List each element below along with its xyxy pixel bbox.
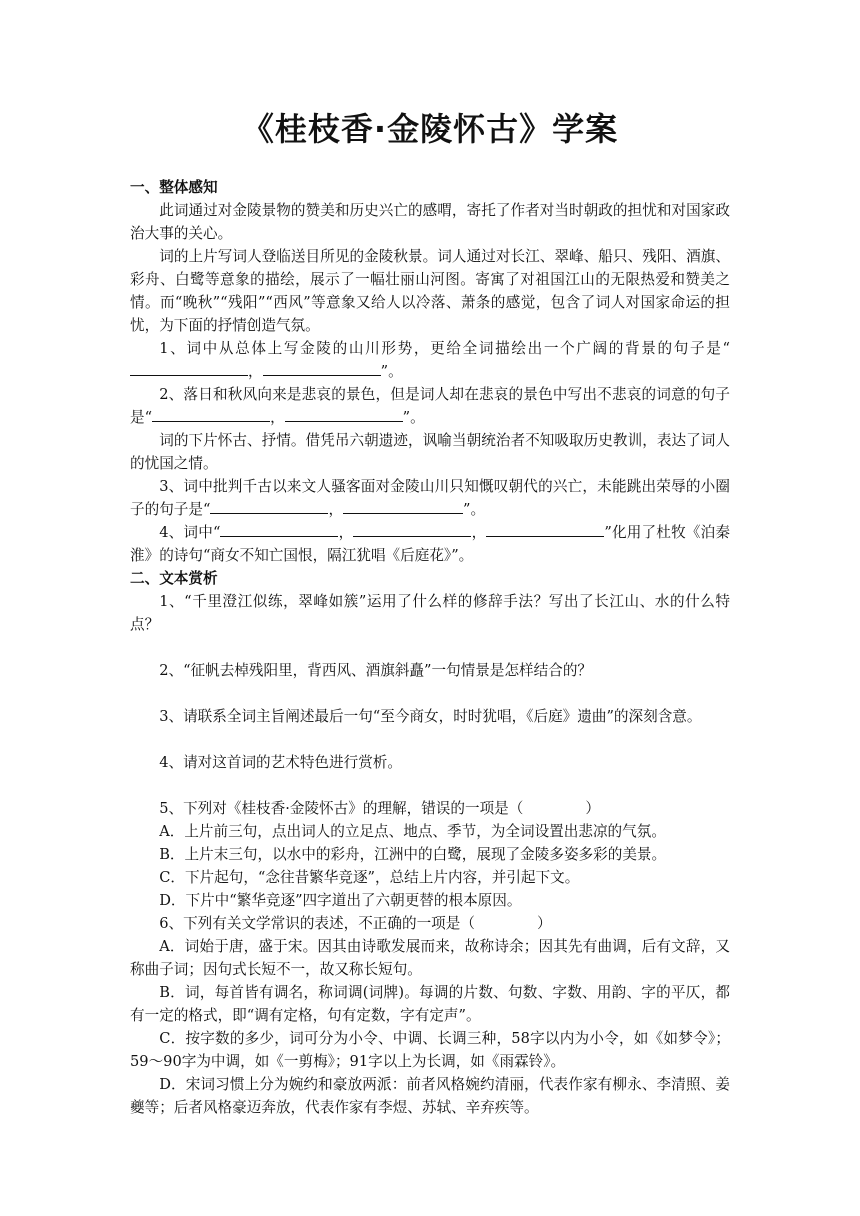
- question-2: 2、落日和秋风向来是悲哀的景色，但是词人却在悲哀的景色中写出不悲哀的词意的句子是“ ， ”。: [130, 386, 730, 426]
- analysis-question-6: 6、下列有关文学常识的表述，不正确的一项是（ ）: [159, 915, 552, 932]
- section-heading-analysis: 二、文本赏析: [130, 570, 218, 587]
- q6-option-a: A．词始于唐，盛于宋。因其由诗歌发展而来，故称诗余；因其先有曲调，后有文辞，又称曲子词；因句式长短不一，故又称长短句。: [130, 938, 730, 978]
- question-4: 4、词中“ ， ， ”化用了杜牧《泊秦淮》的诗句“商女不知亡国恨，隔江犹唱《后庭花》”。: [130, 521, 730, 567]
- q5-option-b: B．上片末三句，以水中的彩舟，江洲中的白鹭，展现了金陵多姿多彩的美景。: [159, 846, 667, 863]
- q5-option-d: D．下片中“繁华竞逐”四字道出了六朝更替的根本原因。: [159, 892, 522, 909]
- question-1: 1、词中从总体上写金陵的山川形势，更给全词描绘出一个广阔的背景的句子是“， ”。: [130, 337, 730, 383]
- paragraph-summary: 此词通过对金陵景物的赞美和历史兴亡的感喟，寄托了作者对当时朝政的担忧和对国家政治大事的关心。: [130, 202, 730, 242]
- document-body: [130, 176, 730, 1119]
- q6-option-b: B．词，每首皆有调名，称词调(词牌)。每调的片数、句数、字数、用韵、字的平仄，都有一定的格式，即“调有定格，句有定数，字有定声”。: [130, 984, 730, 1024]
- analysis-question-2: 2、“征帆去棹残阳里，背西风、酒旗斜矗”一句情景是怎样结合的？: [159, 662, 593, 679]
- paragraph-lower-part: 词的下片怀古、抒情。借凭吊六朝遗迹，讽喻当朝统治者不知吸取历史教训，表达了词人的忧国之情。: [130, 432, 730, 472]
- paragraph-upper-part: 词的上片写词人登临送目所见的金陵秋景。词人通过对长江、翠峰、船只、残阳、酒旗、彩舟、白鹭等意象的描绘，展示了一幅壮丽山河图。寄寓了对祖国江山的无限热爱和赞美之情。而“晚秋”“残阳”“西风”等意象又给人以冷落、萧条的感觉，包含了词人对国家命运的担忧，为下面的抒情创造气氛。: [130, 248, 730, 334]
- answer-blank[interactable]: [343, 498, 463, 514]
- answer-blank[interactable]: [486, 521, 604, 537]
- q5-option-a: A．上片前三句，点出词人的立足点、地点、季节，为全词设置出悲凉的气氛。: [159, 823, 666, 840]
- analysis-question-4: 4、请对这首词的艺术特色进行赏析。: [159, 754, 402, 771]
- q5-option-c: C．下片起句，“念往昔繁华竞逐”，总结上片内容，并引起下文。: [159, 869, 580, 886]
- answer-blank[interactable]: [220, 521, 338, 537]
- question-3: 3、词中批判千古以来文人骚客面对金陵山川只知慨叹朝代的兴亡，未能跳出荣辱的小圈子的句子是“ ， ”。: [130, 478, 730, 518]
- section-heading-overview: 一、整体感知: [130, 179, 218, 196]
- analysis-question-1: 1、“千里澄江似练，翠峰如簇”运用了什么样的修辞手法？写出了长江山、水的什么特点？: [130, 593, 730, 633]
- analysis-question-5: 5、下列对《桂枝香·金陵怀古》的理解，错误的一项是（ ）: [159, 800, 600, 817]
- answer-blank[interactable]: [130, 360, 248, 376]
- answer-blank[interactable]: [263, 360, 381, 376]
- q6-option-d: D．宋词习惯上分为婉约和豪放两派：前者风格婉约清丽，代表作家有柳永、李清照、姜夔等；后者风格豪迈奔放，代表作家有李煜、苏轼、辛弃疾等。: [130, 1076, 730, 1116]
- answer-blank[interactable]: [210, 498, 328, 514]
- q6-option-c: C．按字数的多少，词可分为小令、中调、长调三种，58字以内为小令，如《如梦令》；59～90字为中调，如《一剪梅》；91字以上为长调，如《雨霖铃》。: [130, 1030, 730, 1070]
- page-title: 《桂枝香·金陵怀古》学案: [241, 110, 619, 148]
- answer-blank[interactable]: [285, 406, 403, 422]
- analysis-question-3: 3、请联系全词主旨阐述最后一句“至今商女，时时犹唱，《后庭》遗曲”的深刻含意。: [159, 708, 702, 725]
- answer-blank[interactable]: [353, 521, 471, 537]
- answer-blank[interactable]: [152, 406, 270, 422]
